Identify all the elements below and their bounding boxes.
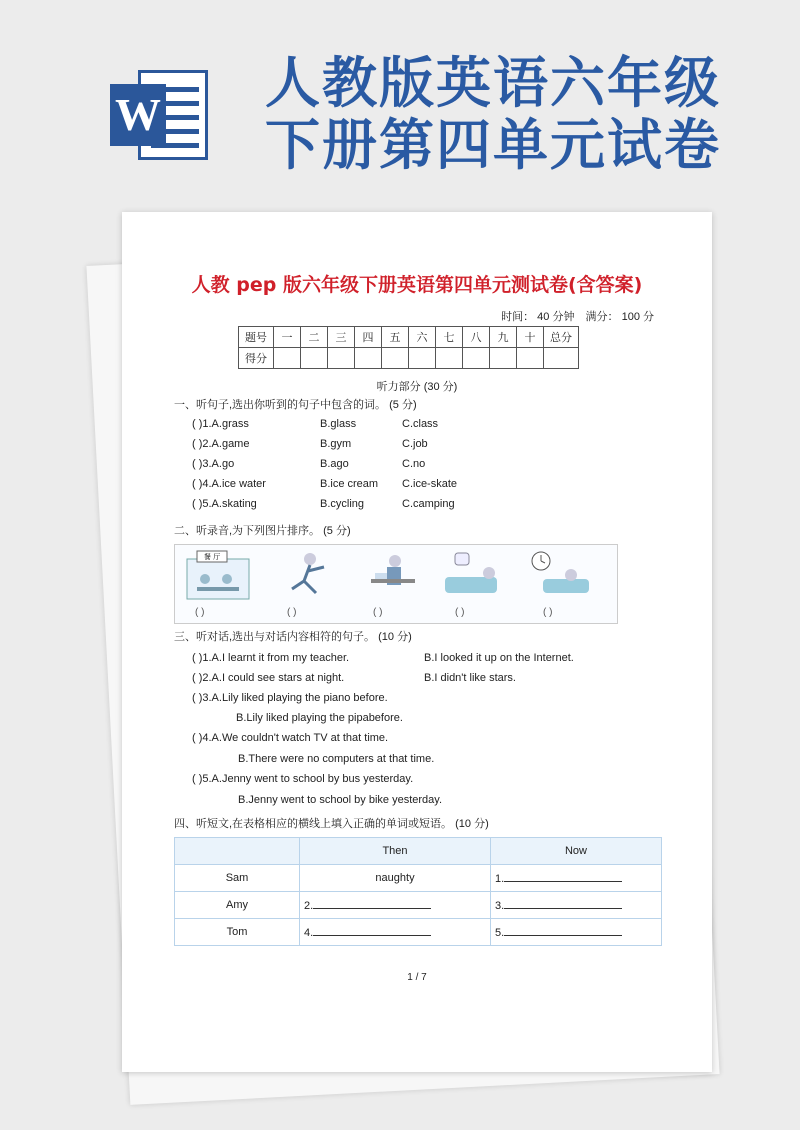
- table-header-empty: [175, 838, 300, 865]
- score-cell: 七: [436, 327, 463, 348]
- banner: [0, 0, 800, 200]
- table-header-then: Then: [300, 838, 491, 865]
- table-cell: 3.: [491, 892, 662, 919]
- table-row: [175, 919, 662, 946]
- section-2-title: 二、听录音,为下列图片排序。 (5 分): [174, 525, 351, 537]
- score-cell: 九: [490, 327, 517, 348]
- question-line: ( )1.A.I learnt it from my teacher.: [192, 652, 350, 664]
- score-table: [238, 326, 579, 369]
- restaurant-picture: [183, 549, 253, 601]
- clock-bed-picture: [525, 549, 595, 601]
- table-cell: naughty: [300, 865, 491, 892]
- table-header-now: Now: [491, 838, 662, 865]
- banner-title-line1: 人教版英语六年级: [265, 51, 722, 115]
- answer-paren: ( ): [455, 607, 465, 618]
- exam-meta: [493, 308, 654, 324]
- restaurant-sign: 餐 厅: [203, 553, 221, 561]
- question-line: B.Lily liked playing the pipabefore.: [236, 712, 403, 724]
- banner-title: [265, 52, 765, 176]
- answer-paren: ( ): [373, 607, 383, 618]
- document-page: 人教 pep 版六年级下册英语第四单元测试卷(含答案) 时间： 40 分钟 满分： 100 分 题号 一 二 三 四 五 六 七 八 九 十 总分 得分 听力部分 (30 分) 一、听句子,选出你听到的句子中包含的词。 (5 分) ( )1.A.grass B.glass C.class ( )2.A.game B.gym C.job ( )3.A.go B.ago C.no ( )4.A.ice water B.ice cream C.ice-skate ( )5.A.skating B.cycling C.camping 二、听录音,为下列图片排序。 (5 分) 餐 厅 ( ) ( ) ( ) ( ) ( ) 三、听对话,选出与对话内容相符的句子。 (10 分) ( )1.A.I learnt it from my teacher. B.I looked it up on the Internet. ( )2.A.I could see stars at night. B.I didn't like stars. ( )3.A.Lily liked playing the piano before. B.Lily liked playing the pipabefore. ( )4.A.We couldn't watch TV at that time. B.There were no computers at that time. ( )5.A.Jenny went to school by bus yesterday. B.Jenny went to school by bike yesterday. 四、听短文,在表格相应的横线上填入正确的单词或短语。 (10 分) Then Now Sam naughty 1. Amy 2. 3. Tom 4. 5. 1 / 7: [122, 212, 712, 1072]
- banner-title-line2: 下册第四单元试卷: [265, 113, 722, 177]
- score-cell: 十: [517, 327, 544, 348]
- word-document-icon: W: [110, 70, 210, 160]
- question-line: B.I didn't like stars.: [424, 672, 516, 684]
- answer-paren: ( ): [287, 607, 297, 618]
- score-cell: 四: [355, 327, 382, 348]
- sleeping-picture: [437, 549, 507, 601]
- page-number: 1 / 7: [407, 972, 427, 983]
- table-cell: 1.: [491, 865, 662, 892]
- skating-picture: [270, 549, 340, 601]
- score-cell: 一: [274, 327, 301, 348]
- score-cell: 题号: [239, 327, 274, 348]
- table-cell: 2.: [300, 892, 491, 919]
- exam-score: 满分： 100 分: [585, 311, 654, 323]
- exam-time: 时间： 40 分钟: [501, 311, 575, 323]
- studying-picture: [357, 549, 427, 601]
- section-3-title: 三、听对话,选出与对话内容相符的句子。 (10 分): [174, 631, 412, 643]
- score-cell: 八: [463, 327, 490, 348]
- question-line: ( )5.A.Jenny went to school by bus yesterday.: [192, 773, 414, 785]
- table-row: [175, 865, 662, 892]
- picture-strip: [174, 544, 618, 624]
- question-line: B.I looked it up on the Internet.: [424, 652, 574, 664]
- question-line: ( )2.A.I could see stars at night.: [192, 672, 345, 684]
- answer-paren: ( ): [195, 607, 205, 618]
- score-cell: 总分: [544, 327, 579, 348]
- listening-table: [174, 837, 662, 946]
- document-title: 人教 pep 版六年级下册英语第四单元测试卷(含答案): [191, 274, 643, 296]
- listening-heading: 听力部分 (30 分): [376, 381, 458, 393]
- section-1-title: 一、听句子,选出你听到的句子中包含的词。 (5 分): [174, 399, 417, 411]
- table-cell: 4.: [300, 919, 491, 946]
- question-line: ( )4.A.We couldn't watch TV at that time.: [192, 732, 389, 744]
- question-line: B.Jenny went to school by bike yesterday.: [238, 794, 443, 806]
- score-cell: 六: [409, 327, 436, 348]
- table-cell: Sam: [175, 865, 300, 892]
- table-cell: 5.: [491, 919, 662, 946]
- section-4-title: 四、听短文,在表格相应的横线上填入正确的单词或短语。 (10 分): [174, 818, 489, 830]
- table-cell: Amy: [175, 892, 300, 919]
- question-line: B.There were no computers at that time.: [238, 753, 435, 765]
- score-cell: 得分: [239, 348, 274, 369]
- answer-paren: ( ): [543, 607, 553, 618]
- score-cell: 二: [301, 327, 328, 348]
- score-cell: 三: [328, 327, 355, 348]
- question-line: ( )3.A.Lily liked playing the piano before.: [192, 692, 388, 704]
- score-cell: 五: [382, 327, 409, 348]
- table-cell: Tom: [175, 919, 300, 946]
- table-row: [175, 892, 662, 919]
